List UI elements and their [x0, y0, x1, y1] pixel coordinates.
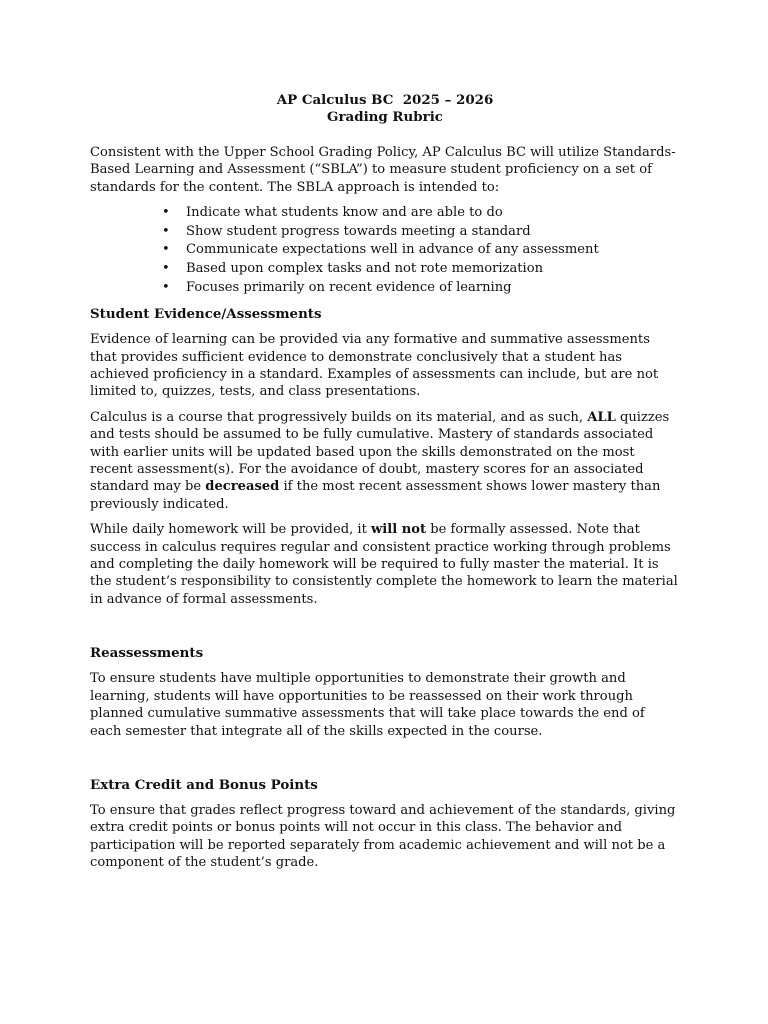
document-title: AP Calculus BC 2025 – 2026	[276, 92, 494, 108]
section-heading-reassessments: Reassessments	[90, 645, 204, 662]
document-page	[90, 92, 680, 880]
emphasis-decreased: decreased	[205, 479, 280, 495]
extra-credit-paragraph: To ensure that grades reflect progress toward and achievement of the standards, giving extra credit points or bonus points will not occur in this class. The behavior and participation will be reported separately from academic achievement and will not be a component of the student’s grade.	[90, 802, 676, 871]
bullet-icon: •	[162, 279, 170, 295]
spacer	[90, 748, 680, 768]
list-item: • Indicate what students know and are able to do	[162, 204, 680, 223]
bullet-icon: •	[162, 205, 170, 221]
evidence-paragraph-1: Evidence of learning can be provided via any formative and summative assessments that provides sufficient evidence to demonstrate conclusively that a student has achieved proficiency in a standard. Examples of assessments can include, but are not limited to, quizzes, tests, and class presentations.	[90, 332, 659, 400]
document-subtitle: Grading Rubric	[327, 109, 443, 125]
title-block	[90, 92, 680, 126]
list-item: • Communicate expectations well in advance of any assessment	[162, 241, 680, 260]
bullet-icon: •	[162, 223, 170, 239]
spacer	[90, 616, 680, 636]
emphasis-will-not: will not	[371, 522, 427, 538]
bullet-icon: •	[162, 242, 170, 258]
intro-paragraph: Consistent with the Upper School Grading Policy, AP Calculus BC will utilize Standards-Based Learning and Assessment (“SBLA”) to measure student proficiency on a set of standards for the content. The SBLA approach is intended to:	[90, 145, 676, 195]
emphasis-all: ALL	[587, 409, 616, 425]
list-item: • Based upon complex tasks and not rote memorization	[162, 260, 680, 279]
evidence-paragraph-2: Calculus is a course that progressively builds on its material, and as such, ALL quizzes and tests should be assumed to be fully cumulative. Mastery of standards associated with earlier units will be updated based upon the skills demonstrated on the most recent assessment(s). For the avoidance of doubt, mastery scores for an associated standard may be decreased if the most recent assessment shows lower mastery than previously indicated.	[90, 409, 670, 512]
evidence-paragraph-3: While daily homework will be provided, it will not be formally assessed. Note that success in calculus requires regular and consistent practice working through problems and completing the daily homework will be required to fully master the material. It is the student’s responsibility to consistently complete the homework to learn the material in advance of formal assessments.	[90, 522, 678, 607]
list-item: • Show student progress towards meeting a standard	[162, 223, 680, 242]
section-heading-evidence: Student Evidence/Assessments	[90, 306, 322, 323]
reassessments-paragraph: To ensure students have multiple opportunities to demonstrate their growth and learning, students will have opportunities to be reassessed on their work through planned cumulative summative assessments that will take place towards the end of each semester that integrate all of the skills expected in the course.	[90, 671, 645, 739]
bullet-icon: •	[162, 261, 170, 276]
sbla-goals-list	[90, 204, 680, 297]
list-item: • Focuses primarily on recent evidence of learning	[162, 279, 680, 298]
section-heading-extra-credit: Extra Credit and Bonus Points	[90, 776, 318, 793]
